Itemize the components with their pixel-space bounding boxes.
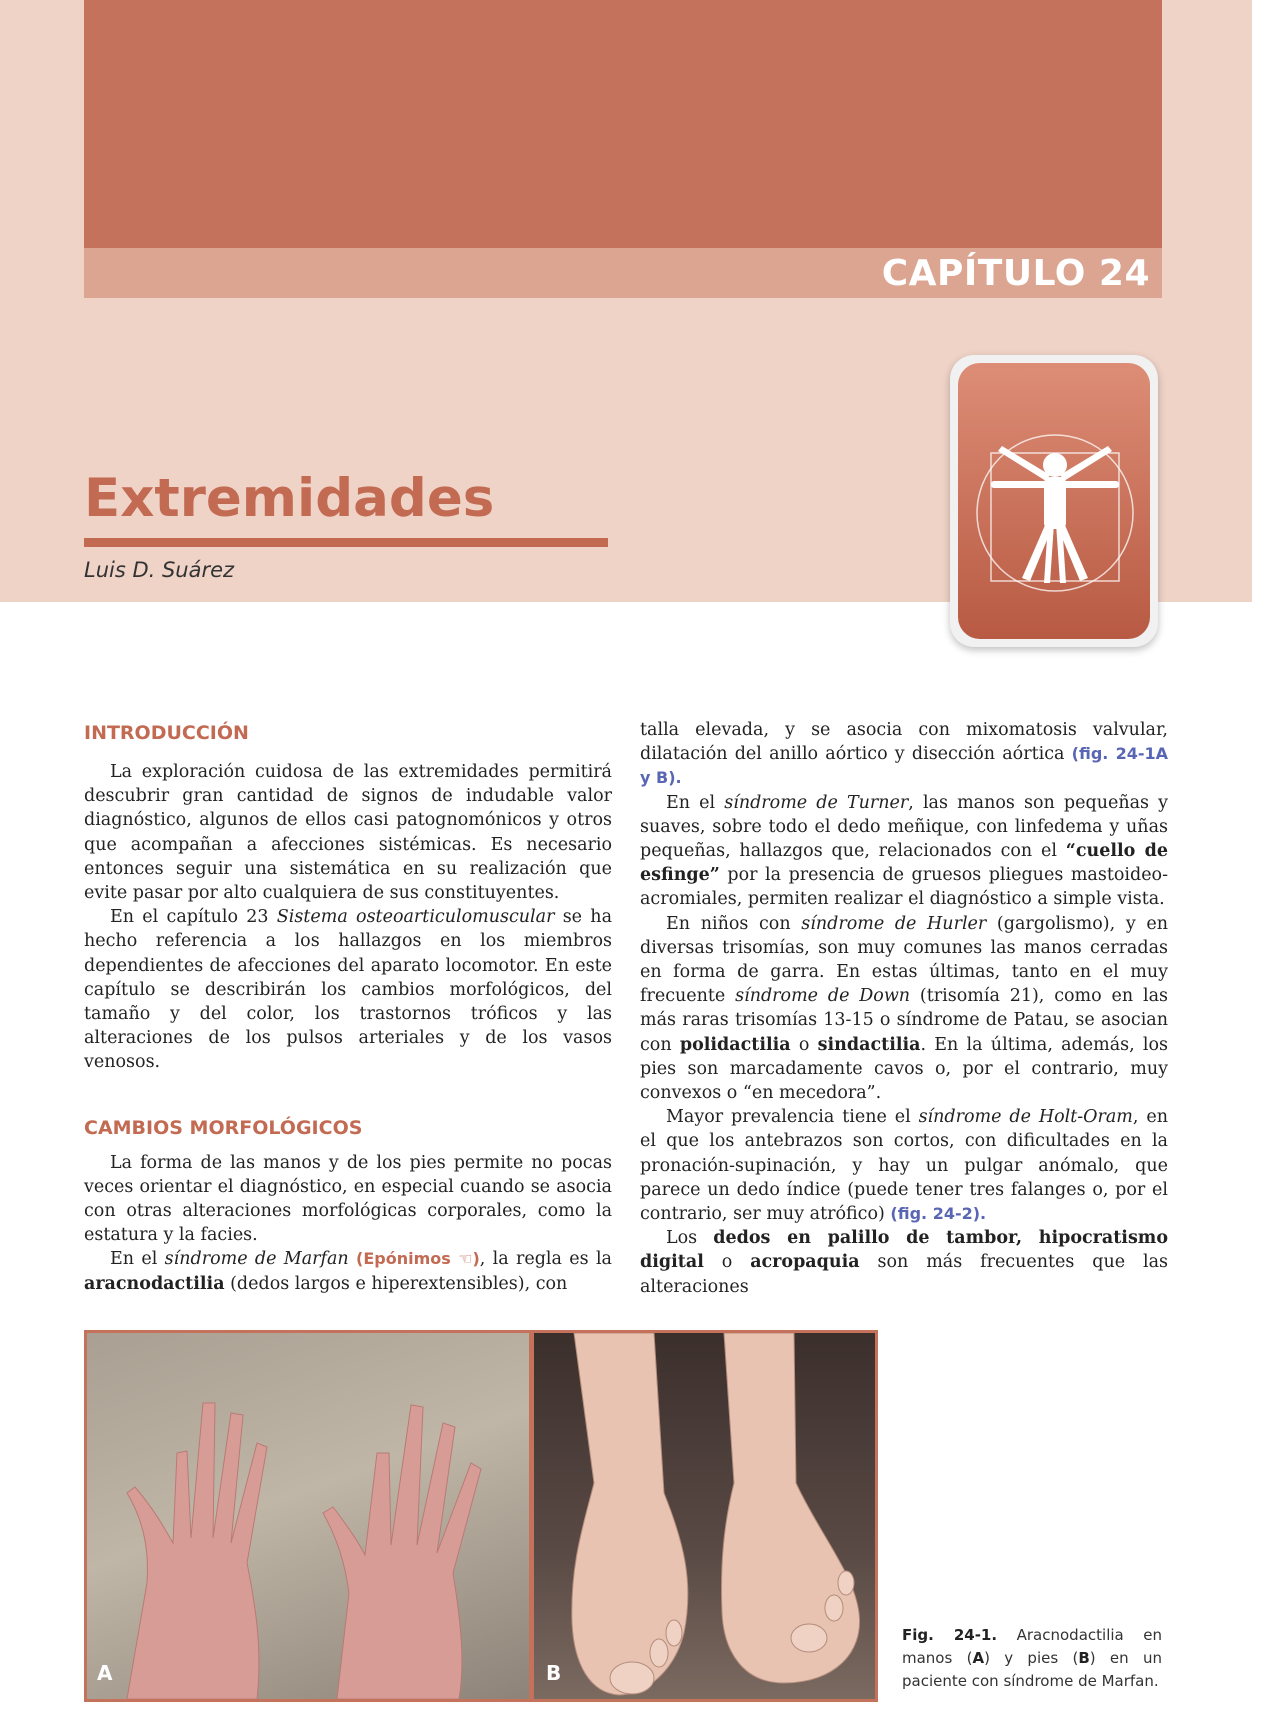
figure-panel-hands <box>87 1333 529 1699</box>
paragraph-text: talla elevada, y se asocia con mixomatosis valvular, dilatación del anillo aórtico y disección aórtica <box>640 720 1168 765</box>
bold-term: dedos en palillo de tambor, hipocratismo digital <box>640 1228 1168 1273</box>
hands-photo <box>87 1333 529 1699</box>
syndrome-term: síndrome de Turner <box>724 792 909 813</box>
chapter-reference: Sistema osteoarticulomuscular <box>276 907 555 928</box>
section-heading-introduccion: INTRODUCCIÓN <box>84 722 249 744</box>
chapter-title: Extremidades <box>84 468 495 529</box>
paragraph <box>84 760 612 905</box>
syndrome-term: síndrome de Down <box>735 986 911 1007</box>
paragraph-text: son más frecuentes que las alteraciones <box>640 1252 1169 1297</box>
paragraph-text: (trisomía 21), como en las más raras trisomías 13-15 o síndrome de Patau, se asocian con <box>640 986 1168 1055</box>
caption-panel-ref: B <box>1078 1649 1090 1667</box>
bold-term: acropaquia <box>750 1252 860 1273</box>
paragraph <box>640 1226 1168 1299</box>
paragraph-text: La exploración cuidosa de las extremidades permitirá descubrir gran cantidad de signos de indudable valor diagnóstico, algunos de ellos casi patognomónicos y otros que acompañan a afecciones sistémicas. Es necesario entonces seguir una sistemática en su realización que evite pasar por alto cualquiera de sus constituyentes. <box>84 762 612 904</box>
syndrome-term: síndrome de Holt-Oram <box>918 1107 1133 1128</box>
caption-number: Fig. 24-1. <box>902 1626 998 1644</box>
paragraph-text: En el <box>666 792 725 813</box>
feet-photo <box>534 1333 875 1699</box>
title-underline <box>84 538 608 547</box>
paragraph-text: En niños con <box>666 913 802 934</box>
paragraph-text: , las manos son pequeñas y suaves, sobre todo el dedo meñique, con linfedema y uñas pequeñas, hallazgos que, relacionados con el <box>640 792 1169 862</box>
paragraph-text: se ha hecho referencia a los hallazgos en los miembros dependientes de afecciones del aparato locomotor. En este capítulo se describirán los cambios morfológicos, del tamaño y del color, los trastornos tróficos y las alteraciones de los pulsos arteriales y de los vasos venosos. <box>84 907 613 1073</box>
figure-caption <box>902 1624 1162 1693</box>
paragraph <box>84 1151 612 1248</box>
paragraph-text: Los <box>666 1228 714 1249</box>
bold-term: polidactilia <box>679 1034 791 1055</box>
paragraph-text: (dedos largos e hiperextensibles), con <box>224 1273 568 1294</box>
caption-panel-ref: A <box>972 1649 985 1667</box>
vitruvian-man-icon <box>958 363 1150 639</box>
caption-text: ) en un paciente con síndrome de Marfan. <box>902 1649 1162 1690</box>
paragraph-text: o <box>703 1252 751 1273</box>
bold-term: sindactilia <box>817 1034 921 1055</box>
bold-term: aracnodactilia <box>84 1273 225 1294</box>
panel-label-b: B <box>546 1661 562 1685</box>
caption-text: ) y pies ( <box>984 1649 1079 1667</box>
syndrome-term: síndrome de Marfan <box>164 1249 349 1270</box>
syndrome-term: síndrome de Hurler <box>801 913 987 934</box>
paragraph-text: por la presencia de gruesos pliegues mastoideo-acromiales, permiten realizar el diagnóstico a simple vista. <box>640 865 1168 910</box>
paragraph-text: (gargolismo), y en diversas trisomías, son muy comunes las manos cerradas en forma de garra. En estas últimas, tanto en el muy frecuente <box>640 913 1168 1007</box>
paragraph-text: La forma de las manos y de los pies permite no pocas veces orientar el diagnóstico, en especial cuando se asocia con otras alteraciones morfológicas corporales, como la estatura y la facies. <box>84 1152 612 1246</box>
chapter-label: CAPÍTULO 24 <box>881 253 1150 294</box>
eponimos-label: (Epónimos <box>356 1249 451 1269</box>
paragraph-text: Mayor prevalencia tiene el <box>666 1107 919 1128</box>
text-column-right <box>640 718 1168 1299</box>
panel-label-a: A <box>97 1661 113 1685</box>
paragraph <box>84 905 612 1074</box>
bold-term: “cuello de esfinge” <box>640 841 1168 886</box>
eponimos-close: ) <box>472 1249 480 1269</box>
paragraph-text: , la regla es la <box>479 1249 612 1270</box>
header-dark-block <box>84 0 1162 248</box>
figure-panel-feet <box>534 1333 875 1699</box>
paragraph <box>640 791 1168 912</box>
paragraph <box>640 718 1168 791</box>
paragraph <box>640 1105 1168 1226</box>
caption-text: Aracnodactilia en manos ( <box>902 1626 1163 1667</box>
paragraph <box>640 912 1168 1106</box>
section-heading-cambios-morfologicos: CAMBIOS MORFOLÓGICOS <box>84 1116 363 1139</box>
pointing-hand-icon: ☜ <box>458 1249 473 1269</box>
paragraph-text: En el <box>110 1249 165 1270</box>
eponimos-link[interactable] <box>356 1249 480 1268</box>
paragraph <box>84 1247 612 1295</box>
figure-reference-link[interactable]: (fig. 24-2). <box>890 1204 987 1224</box>
paragraph-text: , en el que los antebrazos son cortos, con dificultades en la pronación-supinación, y hay un pulgar anómalo, que parece un dedo índice (puede tener tres falanges o, por el contrario, ser muy atrófico) <box>640 1107 1168 1225</box>
paragraph-text: En el capítulo 23 <box>110 907 277 928</box>
figure-reference-link[interactable]: (fig. 24-1A y B). <box>640 744 1168 788</box>
author-name: Luis D. Suárez <box>84 558 235 582</box>
paragraph-text: . En la última, además, los pies son marcadamente cavos o, por el contrario, muy convexos o “en mecedora”. <box>640 1034 1169 1104</box>
page-edge-strip <box>1252 0 1262 602</box>
text-column-left <box>84 718 612 1296</box>
paragraph-text: o <box>790 1034 818 1055</box>
